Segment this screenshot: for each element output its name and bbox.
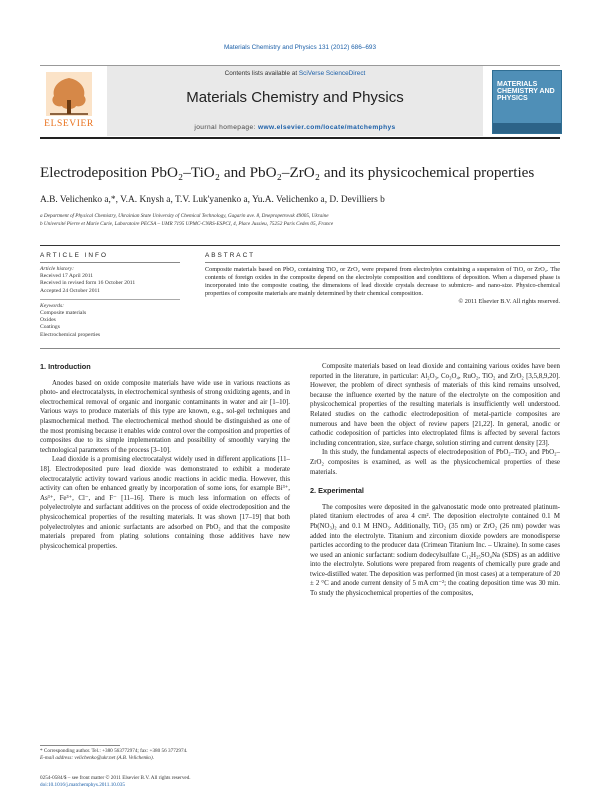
body-left-column bbox=[40, 362, 290, 551]
introduction-heading: 1. Introduction bbox=[40, 362, 91, 371]
journal-cover-thumbnail[interactable] bbox=[492, 70, 562, 134]
paragraph: In this study, the fundamental aspects of electrodeposition of PbO₂–TiO₂ and PbO₂–ZrO₂ composites is examined, as well as the physicochemical properties of these materials. bbox=[310, 449, 560, 476]
abstract-heading: ABSTRACT bbox=[205, 252, 256, 259]
journal-homepage bbox=[107, 124, 483, 131]
paragraph: The composites were deposited in the galvanostatic mode onto pretreated platinum-plated titanium electrodes of area 4 cm². The deposition electrolyte contained 0.1 M Pb(NO₃)₂ and 0.1 M HNO₃. Additionally, TiO₂ (35 nm) or ZrO₂ (26 nm) powder was added into the electrolyte. Titanium and zirconium dioxide powders are monodisperse particles according to the producer data (Crimean Titanium Inc. – Ukraine). In some cases we used an anionic surfactant: sodium dodecylsulfate C₁₂H₂₅SO₄Na (SDS) as an additive into the electrolyte. Solutions were prepared from reagents of chemically pure grade and twice-distilled water. The deposition was performed (in most cases) at a temperature of 20 ± 2 °C and anode current density of 5 mA cm⁻²; the coating deposition time was 30 min. To study the physicochemical properties of the composites, bbox=[310, 503, 560, 598]
keywords-label: Keywords: bbox=[40, 302, 65, 309]
homepage-label: journal homepage: bbox=[194, 124, 258, 131]
revised-date: Received in revised form 16 October 2011 bbox=[40, 280, 136, 287]
paragraph: Composite materials based on lead dioxide and containing various oxides have been reported in the literature, in particular: Al₂O₃, Co₃O₄, RuO₂, TiO₂ and ZrO₂ [3,5,8,9,20]. However, the problem of direct synthesis of materials of this kind remains unsolved, because the influence exerted by the nature of the electrolyte on the composition and physicochemical properties of the resulting materials is insufficiently well understood. Related studies on the cathodic electrodeposition of metal-particle composites are numerous and have been the object of review papers [21,22]. In general, anodic or cathodic codeposition of particles into electroplated films is affected by several factors including concentration, size, surface charge, solution stirring and current density [23]. bbox=[310, 363, 560, 447]
paragraph: Anodes based on oxide composite materials have wide use in various reactions as photo- and electrocatalysts, in electrochemical synthesis of strong oxidizing agents, and in electrochemical removal of organic and inorganic contaminants in water and air [1–10]. Various ways to produce materials of this type are known, e.g., sol-gel techniques and plasmochemical method. The electrochemical method should be distinguished as one of the most promising because it enables wide control over the composition and properties of composites due to its simple implementation and possibility of smoothly varying the technological parameters of the process [3–10]. bbox=[40, 379, 290, 454]
abstract-rule bbox=[205, 262, 560, 263]
publication-info bbox=[40, 775, 290, 790]
affiliation-b: b Université Pierre et Marie Curie, Laboratoire PECSA – UMR 7195 UPMC-CNRS-ESPCI, 4, Place Jussieu, 75252 Paris Cedex 05, France bbox=[40, 221, 334, 227]
elsevier-wordmark: ELSEVIER bbox=[44, 119, 94, 129]
article-info-heading: ARTICLE INFO bbox=[40, 252, 108, 259]
article-title: Electrodeposition PbO₂–TiO₂ and PbO₂–ZrO₂ and its physicochemical properties bbox=[40, 164, 535, 181]
header-bottom-rule bbox=[40, 137, 560, 139]
affiliation-a: a Department of Physical Chemistry, Ukrainian State University of Chemical Technology, Gagarin ave. 8, Dnepropetrovsk 49005, Ukraine bbox=[40, 213, 329, 219]
footnotes bbox=[40, 748, 290, 763]
abstract-bottom-rule bbox=[40, 348, 560, 349]
doi-link[interactable]: doi:10.1016/j.matchemphys.2011.10.035 bbox=[40, 782, 125, 789]
homepage-link[interactable]: www.elsevier.com/locate/matchemphys bbox=[258, 124, 396, 131]
cover-title: MATERIALS CHEMISTRY AND PHYSICS bbox=[497, 81, 555, 102]
contents-prefix: Contents lists available at bbox=[224, 70, 299, 77]
received-date: Received 17 April 2011 bbox=[40, 273, 94, 280]
accepted-date: Accepted 24 October 2011 bbox=[40, 287, 100, 294]
issn-line: 0254-0584/$ – see front matter © 2011 Elsevier B.V. All rights reserved. bbox=[40, 775, 191, 781]
elsevier-logo[interactable] bbox=[40, 70, 98, 132]
article-info bbox=[40, 266, 180, 339]
journal-name: Materials Chemistry and Physics bbox=[186, 89, 404, 106]
abstract-text: Composite materials based on PbO₂ containing TiO₂ or ZrO₂ were prepared from electrolytes containing a suspension of TiO₂ or ZrO₂. The contents of foreign oxides in the composite depend on the electrolyte composition and conditions of deposition. When a dispersed phase is incorporated into the composite coating, the dimensions of lead dioxide crystals decrease to submicro- and nano-size. Physico-chemical properties of composite materials are mainly determined by their chemical composition. bbox=[205, 266, 560, 298]
frontmatter-rule bbox=[40, 245, 560, 246]
cover-strip bbox=[493, 123, 561, 133]
keyword: Electrochemical properties bbox=[40, 331, 101, 338]
author-list: A.B. Velichenko a,*, V.A. Knysh a, T.V. Luk'yanenko a, Yu.A. Velichenko a, D. Devilliers b bbox=[40, 195, 385, 205]
abstract-block bbox=[205, 266, 560, 306]
contents-line bbox=[107, 70, 483, 77]
corresponding-author: * Corresponding author. Tel.: +380 563772974; fax: +380 56 3772974. bbox=[40, 748, 188, 754]
email-line[interactable]: E-mail address: velichenko@ukr.net (A.B. Velichenko). bbox=[40, 755, 155, 762]
keyword: Coatings bbox=[40, 324, 60, 331]
paragraph: Lead dioxide is a promising electrocatalyst widely used in different applications [11–18]. Electrodeposited pure lead dioxide was demonstrated to exhibit a moderate electrocatalytic activity toward various anodic reactions in acidic media. However, this activity can often be enhanced greatly by incorporation of some ions, for example Bi³⁺, As³⁺, Fe³⁺, Cl⁻, and F⁻ [11–16]. There is much less information on effects of polyelectrolyte and surfactant additives on the process of oxide electrodeposition and the physicochemical properties of the resulting materials. It was shown [17–19] that both polyelectrolytes and anionic surfactants are adsorbed on PbO₂ and that the composite materials prepared from plating solutions containing those additives have new physicochemical properties. bbox=[40, 456, 290, 550]
footnote-rule bbox=[40, 745, 120, 746]
journal-reference[interactable]: Materials Chemistry and Physics 131 (2012) 686–693 bbox=[223, 44, 377, 51]
experimental-heading: 2. Experimental bbox=[310, 486, 364, 496]
body-right-column bbox=[310, 362, 560, 599]
sciencedirect-link[interactable]: SciVerse ScienceDirect bbox=[298, 70, 366, 77]
article-info-rule bbox=[40, 262, 180, 263]
keyword: Oxides bbox=[40, 317, 56, 324]
history-label: Article history: bbox=[40, 266, 75, 272]
keyword: Composite materials bbox=[40, 310, 87, 317]
copyright-line: © 2011 Elsevier B.V. All rights reserved. bbox=[458, 298, 560, 306]
info-divider bbox=[40, 299, 180, 300]
